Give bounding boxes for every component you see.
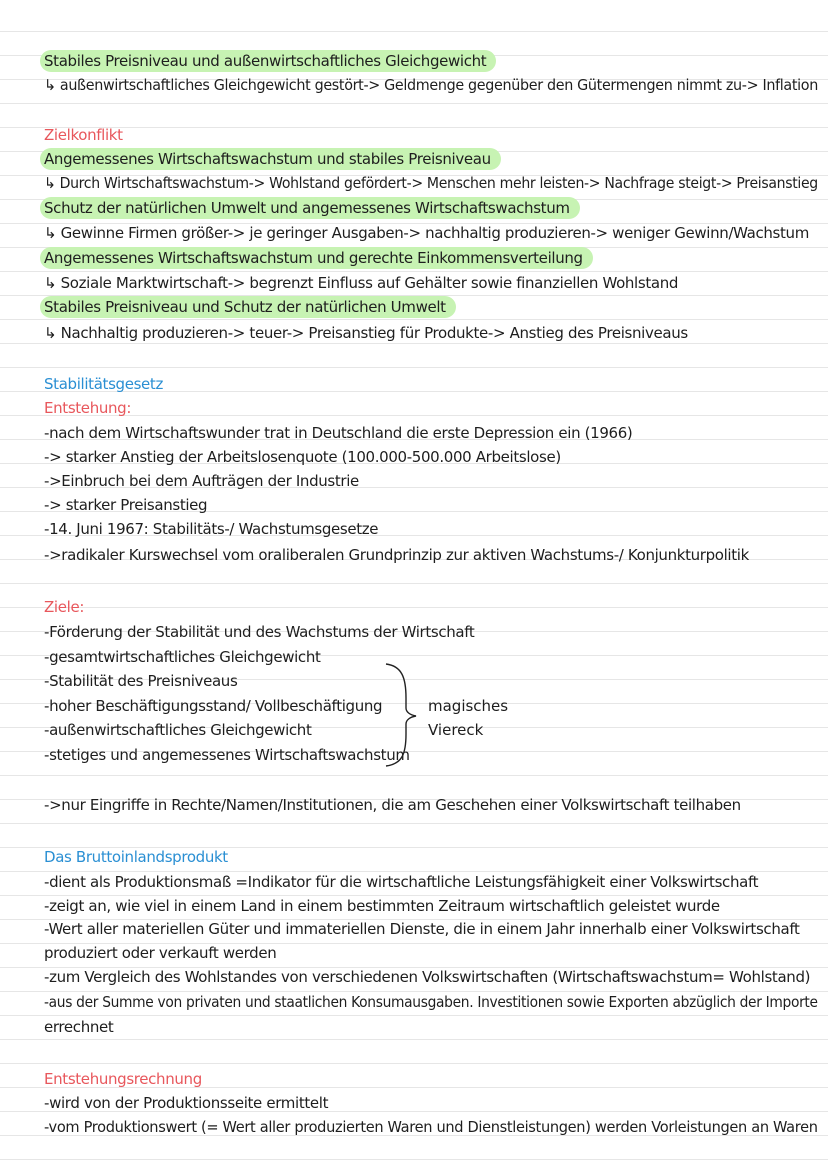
stabilitaetsgesetz-title: Stabilitätsgesetz xyxy=(44,375,163,393)
note-line: ↳ Durch Wirtschaftswachstum-> Wohlstand gefördert-> Menschen mehr leisten-> Nachfrage steigt-> Preisanstieg xyxy=(44,174,818,192)
note-line: -außenwirtschaftliches Gleichgewicht xyxy=(44,721,312,739)
bip-title: Das Bruttoinlandsprodukt xyxy=(44,848,228,866)
note-line: ->radikaler Kurswechsel vom oraliberalen Grundprinzip zur aktiven Wachstums-/ Konjunkturpolitik xyxy=(44,546,749,564)
zielkonflikt-title: Zielkonflikt xyxy=(44,126,123,144)
conflict-heading xyxy=(44,296,456,318)
note-line: ↳ Nachhaltig produzieren-> teuer-> Preisanstieg für Produkte-> Anstieg des Preisniveaus xyxy=(44,324,688,342)
note-line: -zum Vergleich des Wohlstandes von verschiedenen Volkswirtschaften (Wirtschaftswachstum= Wohlstand) xyxy=(44,968,811,986)
note-line: -hoher Beschäftigungsstand/ Vollbeschäftigung xyxy=(44,697,383,715)
conflict-heading xyxy=(44,148,501,170)
note-line: -aus der Summe von privaten und staatlichen Konsumausgaben. Investitionen sowie Exporten abzüglich der Importe xyxy=(44,993,818,1011)
note-line: -gesamtwirtschaftliches Gleichgewicht xyxy=(44,648,321,666)
note-line: -wird von der Produktionsseite ermittelt xyxy=(44,1094,329,1112)
conflict-heading xyxy=(44,247,593,269)
magisches-label: magisches xyxy=(428,697,509,715)
conflict-heading xyxy=(44,197,580,219)
note-line: ->nur Eingriffe in Rechte/Namen/Institutionen, die am Geschehen einer Volkswirtschaft teilhaben xyxy=(44,796,741,814)
note-line: ->Einbruch bei dem Aufträgen der Industrie xyxy=(44,472,359,490)
ziele-title: Ziele: xyxy=(44,598,85,616)
note-line: -dient als Produktionsmaß =Indikator für die wirtschaftliche Leistungsfähigkeit einer Volkswirtschaft xyxy=(44,873,759,891)
highlight: Stabiles Preisniveau und Schutz der natürlichen Umwelt xyxy=(40,296,456,318)
note-line: produziert oder verkauft werden xyxy=(44,944,277,962)
entstehungsrechnung-title: Entstehungsrechnung xyxy=(44,1070,202,1088)
curly-brace-icon xyxy=(380,660,420,770)
note-line: -zeigt an, wie viel in einem Land in einem bestimmten Zeitraum wirtschaftlich geleistet wurde xyxy=(44,897,720,915)
note-line: ↳ Gewinne Firmen größer-> je geringer Ausgaben-> nachhaltig produzieren-> weniger Gewinn/Wachstum xyxy=(44,224,809,242)
note-line: errechnet xyxy=(44,1018,114,1036)
note-line: ↳ außenwirtschaftliches Gleichgewicht gestört-> Geldmenge gegenüber den Gütermengen nimmt zu-> Inflation xyxy=(44,76,818,94)
highlight: Angemessenes Wirtschaftswachstum und gerechte Einkommensverteilung xyxy=(40,247,593,269)
note-line: -Stabilität des Preisniveaus xyxy=(44,672,238,690)
highlight: Schutz der natürlichen Umwelt und angemessenes Wirtschaftswachstum xyxy=(40,197,580,219)
note-line: -> starker Anstieg der Arbeitslosenquote (100.000-500.000 Arbeitslose) xyxy=(44,448,561,466)
note-line: -Förderung der Stabilität und des Wachstums der Wirtschaft xyxy=(44,623,475,641)
note-line: ↳ Soziale Marktwirtschaft-> begrenzt Einfluss auf Gehälter sowie finanziellen Wohlstand xyxy=(44,274,679,292)
note-line: -nach dem Wirtschaftswunder trat in Deutschland die erste Depression ein (1966) xyxy=(44,424,633,442)
highlight: Stabiles Preisniveau und außenwirtschaftliches Gleichgewicht xyxy=(40,50,496,72)
entstehung-subtitle: Entstehung: xyxy=(44,399,132,417)
note-line: -stetiges und angemessenes Wirtschaftswachstum xyxy=(44,746,410,764)
section-heading xyxy=(44,50,496,72)
note-line: -> starker Preisanstieg xyxy=(44,496,208,514)
viereck-label: Viereck xyxy=(428,721,484,739)
note-line: -vom Produktionswert (= Wert aller produzierten Waren und Dienstleistungen) werden Vorleistungen an Waren xyxy=(44,1118,818,1136)
highlight: Angemessenes Wirtschaftswachstum und stabiles Preisniveau xyxy=(40,148,501,170)
note-line: -Wert aller materiellen Güter und immateriellen Dienste, die in einem Jahr innerhalb einer Volkswirtschaft xyxy=(44,920,800,938)
note-line: -14. Juni 1967: Stabilitäts-/ Wachstumsgesetze xyxy=(44,520,379,538)
